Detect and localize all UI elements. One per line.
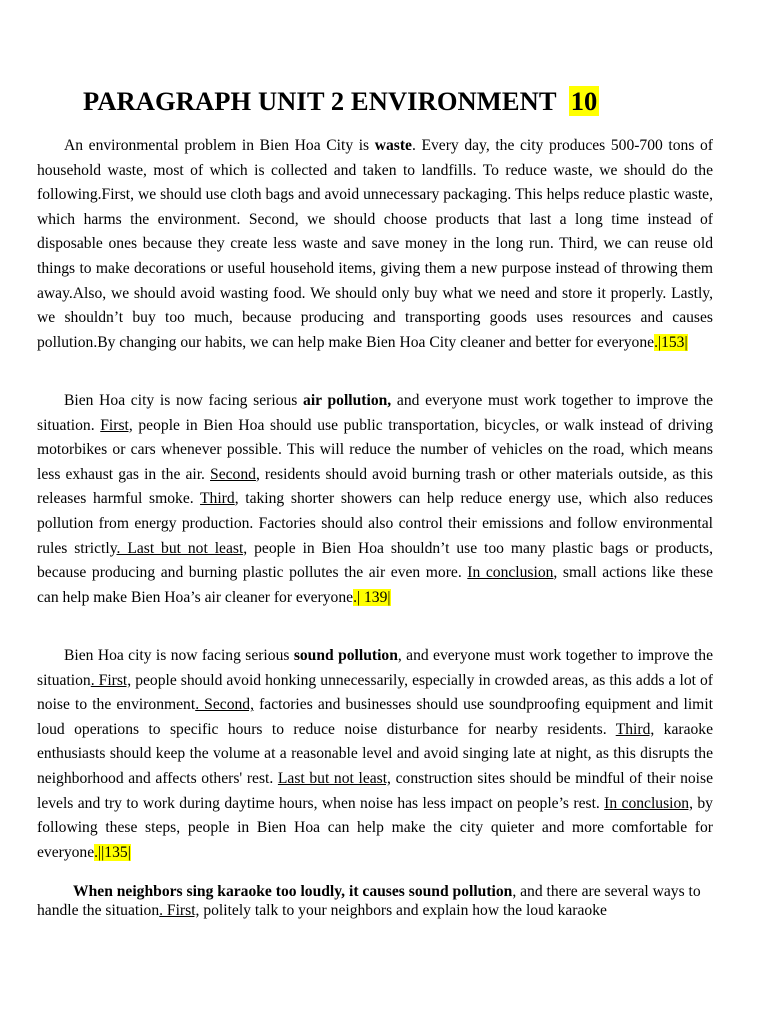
word-count-highlight: .|153| [654,333,688,351]
paragraph-air-pollution [37,389,713,610]
underlined-connector: Second [210,465,256,483]
underlined-connector: . First, [159,902,200,919]
bold-topic: air pollution, [303,392,392,409]
text-run: people should avoid honking unnecessarily, especially in crowded areas, as this adds a lot of noise to the environment [37,671,713,714]
underlined-connector: . First, [90,671,132,689]
text-run: Bien Hoa city is now facing serious [64,647,294,664]
text-run: , small actions like these can help make Bien Hoa’s air cleaner for everyone [37,564,713,606]
text-run: Bien Hoa city is now facing serious [64,392,304,409]
underlined-connector: . Last but not least, [116,539,248,557]
bold-topic: waste [374,137,412,154]
text-run: An environmental problem in Bien Hoa City is [64,137,375,154]
paragraph-karaoke [37,882,727,920]
text-run: , and everyone must work together to improve the situation [37,647,714,689]
text-run: , and there are several ways to handle the situation [37,883,701,919]
text-run: by following these steps, people in Bien Hoa can help make the city quieter and more comfortable for everyone [37,794,713,861]
underlined-connector: Third [200,490,235,508]
underlined-connector: . Second, [195,696,254,714]
underlined-connector: In conclusion [467,564,554,582]
page-title [83,86,599,117]
title-text: PARAGRAPH UNIT 2 ENVIRONMENT [83,86,557,116]
bold-topic: sound pollution [293,647,398,664]
text-run: and everyone must work together to improve the situation. [37,392,714,434]
underlined-connector: Last but not least, [277,769,391,787]
underlined-connector: First, [100,416,133,434]
paragraph-sound-pollution [37,644,713,865]
paragraph-waste [37,134,713,355]
text-run: . Every day, the city produces 500-700 tons of household waste, most of which is collected and taken to landfills. To reduce waste, we should do the following.First, we should use cloth bags and avoid unnecessary packaging. This helps reduce plastic waste, which harms the environment. Second, we should choose products that last a long time instead of disposable ones because they create less waste and save money in the long run. Third, we can reuse old things to make decorations or useful household items, giving them a new purpose instead of throwing them away.Also, we should avoid wasting food. We should only buy what we need and store it properly. Lastly, we shouldn’t buy too much, because producing and transporting goods uses resources and causes pollution.By changing our habits, we can help make Bien Hoa City cleaner and better for everyone [37,137,714,351]
text-run: people in Bien Hoa should use public transportation, bicycles, or walk instead of driving motorbikes or cars whenever possible. This will reduce the number of vehicles on the road, which means less exhaust gas in the air. [37,416,714,483]
text-run: politely talk to your neighbors and explain how the loud karaoke [199,902,607,919]
text-run: people in Bien Hoa shouldn’t use too many plastic bags or products, because producing and burning plastic pollutes the air even more. [37,539,713,582]
bold-topic: When neighbors sing karaoke too loudly, it causes sound pollution [73,883,513,900]
underlined-connector: In conclusion, [604,794,693,812]
text-run: , residents should avoid burning trash or other materials outside, as this releases harmful smoke. [37,465,713,508]
word-count-highlight: .||135| [94,843,131,861]
text-run: karaoke enthusiasts should keep the volume at a reasonable level and avoid singing late at night, as this disrupts the neighborhood and affects others' rest. [37,720,713,787]
text-run: factories and businesses should use soundproofing equipment and limit loud operations to specific hours to reduce noise disturbance for nearby residents. [37,696,713,738]
underlined-connector: Third, [615,720,655,738]
title-number-highlight: 10 [570,86,598,116]
text-run: , taking shorter showers can help reduce energy use, which also reduces pollution from energy production. Factories should also control their emissions and follow environmental rules strictly [37,490,713,557]
word-count-highlight: .| 139| [353,588,391,606]
text-run: construction sites should be mindful of their noise levels and try to work during daytime hours, when noise has less impact on people’s rest. [37,769,713,812]
